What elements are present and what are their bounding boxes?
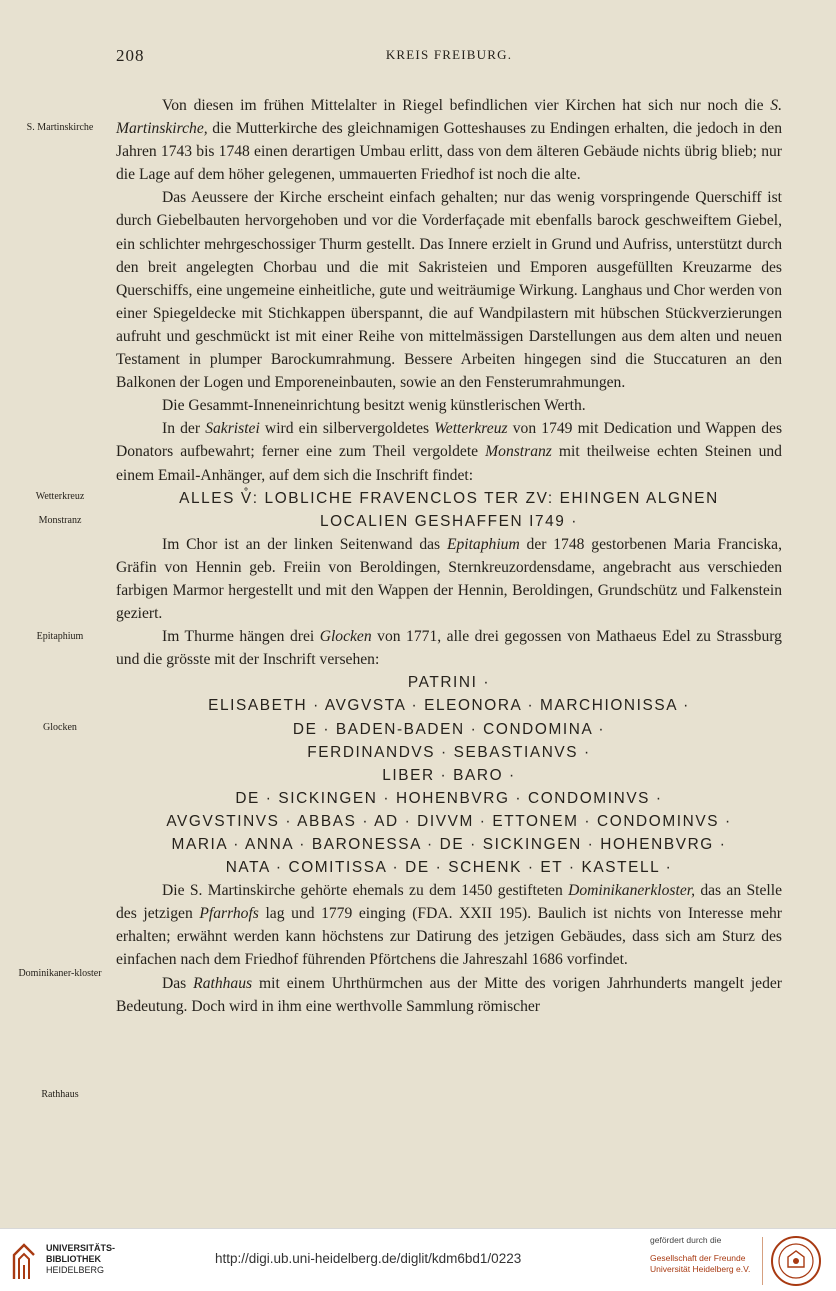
paragraph: Die S. Martinskirche gehörte ehemals zu dem 1450 gestifteten Dominikanerkloster, das an Stelle des jetzigen Pfarrhofs lag und 1779 einging (FDA. XXII 195). Baulich ist nichts von Interesse mehr erhalten; erwähnt werden kann höchstens zur Datirung des jetzigen Gebäudes, dass sich am Sturz des einfachen nach dem Friedhof führenden Pförtchens die Jahreszahl 1686 vorfindet. — [116, 882, 782, 969]
margin-note-glocken: Glocken — [43, 722, 77, 733]
margin-note-epitaphium: Epitaphium — [36, 631, 84, 642]
paragraph: Im Chor ist an der linken Seitenwand das Epitaphium der 1748 gestorbenen Maria Franciska, Gräfin von Hennin geb. Freiin von Beroldingen, Sternkreuzordensdame, angebracht aus verschieden farbigen Marmor hergestellt und mit den Wappen der Hennin, Beroldingen, Grundschütz und Falkenstein geziert. — [116, 535, 782, 623]
inscription-line: DE · BADEN-BADEN · CONDOMINA · — [292, 720, 606, 738]
university-library-logo-icon — [10, 1241, 38, 1281]
margin-note-dominikanerkloster: Dominikaner-kloster — [18, 968, 102, 979]
inscription-line: PATRINI · — [407, 674, 491, 692]
inscription-line: FERDINANDVS · SEBASTIANVS · — [307, 743, 591, 761]
permalink-url[interactable]: http://digi.ub.uni-heidelberg.de/diglit/kdm6bd1/0223 — [215, 1251, 522, 1266]
inscription-bell — [116, 671, 782, 879]
university-seal-icon — [770, 1235, 822, 1287]
paragraph: Das Aeussere der Kirche erscheint einfach gehalten; nur das wenig vorspringende Querschiff ist durch Giebelbauten hervorgehoben und vor die Vorderfaçade mit ebenfalls barock geschweiftem Giebel, ein schlichter mehrgeschossiger Thurm gestellt. Das Innere erzielt in Grund und Aufriss, unterstützt durch den breit angelegten Chorbau und die mit Sakristeien und Emporen ausgefüllten Kreuzarme des Querschiffs, eine ungemeine einheitliche, gute und weiträumige Wirkung. Langhaus und Chor werden von einer Spiegeldecke mit Stichkappen überspannt, die auf Wandpilastern mit hübschen Stückverzierungen aufruht und geschmückt ist mit einer Reihe von mittelmässigen Darstellungen aus dem alten und neuen Testament in plumper Barockumrahmung. Bessere Arbeiten hingegen sind die Stuccaturen an den Balkonen der Logen und Emporeneinbauten, sowie an den Fensterumrahmungen. — [116, 189, 782, 392]
inscription-line: ELISABETH · AVGVSTA · ELEONORA · MARCHIONISSA · — [208, 697, 690, 715]
viewer-footer — [0, 1228, 836, 1291]
body-text — [116, 94, 782, 1018]
page-header — [116, 46, 782, 68]
margin-note-wetterkreuz: Wetterkreuz — [35, 491, 85, 502]
paragraph: Das Rathhaus mit einem Uhrthürmchen aus der Mitte des vorigen Jahrhunderts mangelt jeder Bedeutung. Doch wird in ihm eine werthvolle Sammlung römischer — [116, 974, 782, 1015]
margin-note-martinskirche: S. Martinskirche — [26, 122, 94, 133]
running-title: KREIS FREIBURG. — [385, 47, 513, 62]
sponsor-name[interactable]: Gesellschaft der Freunde Universität Heidelberg e.V. — [650, 1253, 751, 1274]
inscription-line: AVGVSTINVS · ABBAS · AD · DIVVM · ETTONEM · CONDOMINVS · — [166, 812, 732, 830]
divider — [762, 1237, 763, 1285]
margin-note-monstranz: Monstranz — [38, 515, 82, 526]
paragraph: In der Sakristei wird ein silbervergoldetes Wetterkreuz von 1749 mit Dedication und Wappen des Donators aufbewahrt; ferner eine zum Theil vergoldete Monstranz mit theilweise echten Steinen und einem Email-Anhänger, auf dem sich die Inschrift findet: — [116, 420, 783, 484]
inscription-line: ALLES V̊: LOBLICHE FRAVENCLOS TER ZV: EHINGEN ALGNEN — [179, 489, 719, 507]
sponsor-label: gefördert durch die — [650, 1235, 722, 1245]
paragraph: Im Thurme hängen drei Glocken von 1771, alle drei gegossen von Mathaeus Edel zu Strassburg und die grösste mit der Inschrift versehen: — [116, 628, 782, 669]
inscription-line: DE · SICKINGEN · HOHENBVRG · CONDOMINVS · — [235, 789, 663, 807]
page-number: 208 — [116, 46, 145, 65]
paragraph: Die Gesammt-Inneneinrichtung besitzt wenig künstlerischen Werth. — [162, 397, 586, 415]
inscription-line: LIBER · BARO · — [382, 766, 516, 784]
university-library-name: UNIVERSITÄTS- BIBLIOTHEK HEIDELBERG — [46, 1243, 116, 1275]
inscription-line: NATA · COMITISSA · DE · SCHENK · ET · KASTELL · — [225, 859, 673, 877]
inscription-line: MARIA · ANNA · BARONESSA · DE · SICKINGEN · HOHENBVRG · — [171, 836, 727, 853]
inscription-monstranz — [116, 487, 782, 533]
inscription-line: LOCALIEN GESHAFFEN I749 · — [319, 512, 579, 530]
margin-note-rathhaus: Rathhaus — [41, 1089, 79, 1100]
paragraph: Von diesen im frühen Mittelalter in Riegel befindlichen vier Kirchen hat sich nur noch die S. Martinskirche, die Mutterkirche des gleichnamigen Gotteshauses zu Endingen erhalten, die jedoch in den Jahren 1743 bis 1748 einen derartigen Umbau erlitt, dass von dem älteren Gebäude nichts übrig blieb; nur die Lage auf dem höher gelegenen, ummauerten Friedhof ist noch die alte. — [116, 97, 782, 184]
